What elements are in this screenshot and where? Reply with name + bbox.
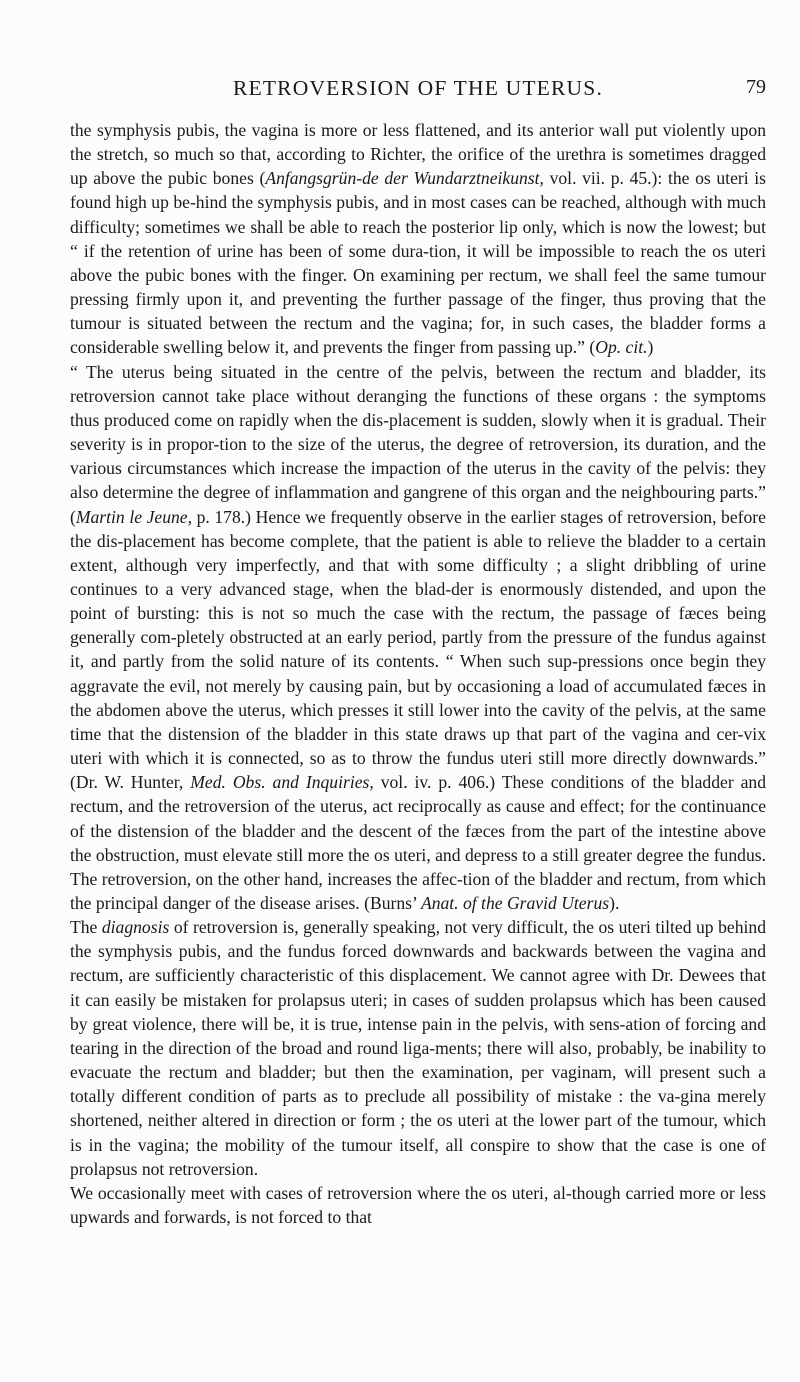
paragraph — [70, 1181, 766, 1229]
text-run: p. 178.) Hence we frequently observe in the earlier stages of retroversion, before the dis-placement has become complete, that the patient is able to relieve the bladder to a certain extent, although very imperfectly, and that with some difficulty ; a slight dribbling of urine continues to a very advanced stage, when the blad-der is enormously distended, and upon the point of bursting: this is not so much the case with the rectum, the passage of fæces being generally com-pletely obstructed at an early period, partly from the pressure of the fundus against it, and partly from the solid nature of its contents. “ When such sup-pressions once begin they aggravate the evil, not merely by causing pain, but by occasioning a load of accumulated fæces in the abdomen above the uterus, which presses it still lower into the cavity of the pelvis, at the same time that the distension of the bladder in this state draws up that part of the vagina and cer-vix uteri with which it is connected, so as to throw the fundus uteri still more directly downwards.” (Dr. W. Hunter, — [70, 506, 766, 793]
text-run: ) — [647, 337, 654, 358]
text-run: ). — [609, 893, 620, 913]
page-number: 79 — [746, 76, 766, 98]
body-text — [70, 118, 766, 1229]
text-run: of retroversion is, generally speaking, not very difficult, the os uteri tilted up behind the symphysis pubis, and the fundus forced downwards and backwards between the vagina and rectum, are sufficiently characteristic of this displacement. We cannot agree with Dr. Dewees that it can easily be mistaken for prolapsus uteri; in cases of sudden prolapsus which has been caused by great violence, there will be, it is true, intense pain in the pelvis, with sens-ation of forcing and tearing in the direction of the broad and round liga-ments; there will also, probably, be inability to evacuate the rectum and bladder; but then the examination, per vaginam, will present such a totally different condition of parts as to preclude all possibility of mistake : the va-gina merely shortened, neither altered in direction or form ; the os uteri at the lower part of the tumour, which is in the vagina; the mobility of the tumour itself, all conspire to show that the case is one of prolapsus not retroversion. — [70, 917, 766, 1179]
text-run: “ The uterus being situated in the centre of the pelvis, between the rectum and bladder, its retroversion cannot take place without deranging the functions of these organs : the symptoms thus produced come on rapidly when the dis-placement is sudden, slowly when it is gradual. Their severity is in propor-tion to the size of the uterus, the degree of retroversion, its duration, and the various circumstances which increase the impaction of the uterus in the cavity of the pelvis: they also determine the degree of inflammation and gangrene of this organ and the neighbouring parts.” ( — [70, 361, 766, 527]
running-head: RETROVERSION OF THE UTERUS. — [232, 76, 604, 100]
italic-text: Med. Obs. and Inquiries, — [190, 772, 374, 793]
text-run: The — [70, 917, 102, 938]
italic-text: Anat. of the Gravid Uterus — [420, 893, 610, 913]
page-header — [70, 76, 766, 106]
italic-text: Anfangsgrün-de der Wundarztneikunst, — [265, 168, 544, 189]
paragraph — [70, 360, 766, 916]
paragraph — [70, 915, 766, 1181]
italic-text: Op. cit. — [595, 337, 648, 358]
paragraph — [70, 118, 766, 360]
text-run: We occasionally meet with cases of retroversion where the os uteri, al-though carried more or less upwards and forwards, is not forced to that — [70, 1182, 766, 1228]
text-run: vol. vii. p. 45.): the os uteri is found high up be-hind the symphysis pubis, and in most cases can be reached, although with much difficulty; sometimes we shall be able to reach the posterior lip only, which is now the lowest; but “ if the retention of urine has been of some dura-tion, it will be impossible to reach the os uteri above the pubic bones with the finger. On examining per rectum, we shall feel the same tumour pressing firmly upon it, and preventing the further passage of the finger, thus proving that the tumour is situated between the rectum and the vagina; for, in such cases, the bladder forms a considerable swelling below it, and prevents the finger from passing up.” ( — [70, 168, 766, 358]
text-run: vol. iv. p. 406.) These conditions of the bladder and rectum, and the retroversion of the uterus, act reciprocally as cause and effect; for the continuance of the distension of the bladder and the descent of the fæces from the part of the intestine above the obstruction, must elevate still more the os uteri, and depress to a still greater degree the fundus. The retroversion, on the other hand, increases the affec-tion of the bladder and rectum, from which the principal danger of the disease arises. (Burns’ — [70, 772, 767, 913]
italic-text: diagnosis — [101, 917, 170, 938]
text-run: the symphysis pubis, the vagina is more or less flattened, and its anterior wall put violently upon the stretch, so much so that, according to Richter, the orifice of the urethra is sometimes dragged up above the pubic bones ( — [70, 120, 766, 189]
italic-text: Martin le Jeune, — [75, 506, 193, 527]
